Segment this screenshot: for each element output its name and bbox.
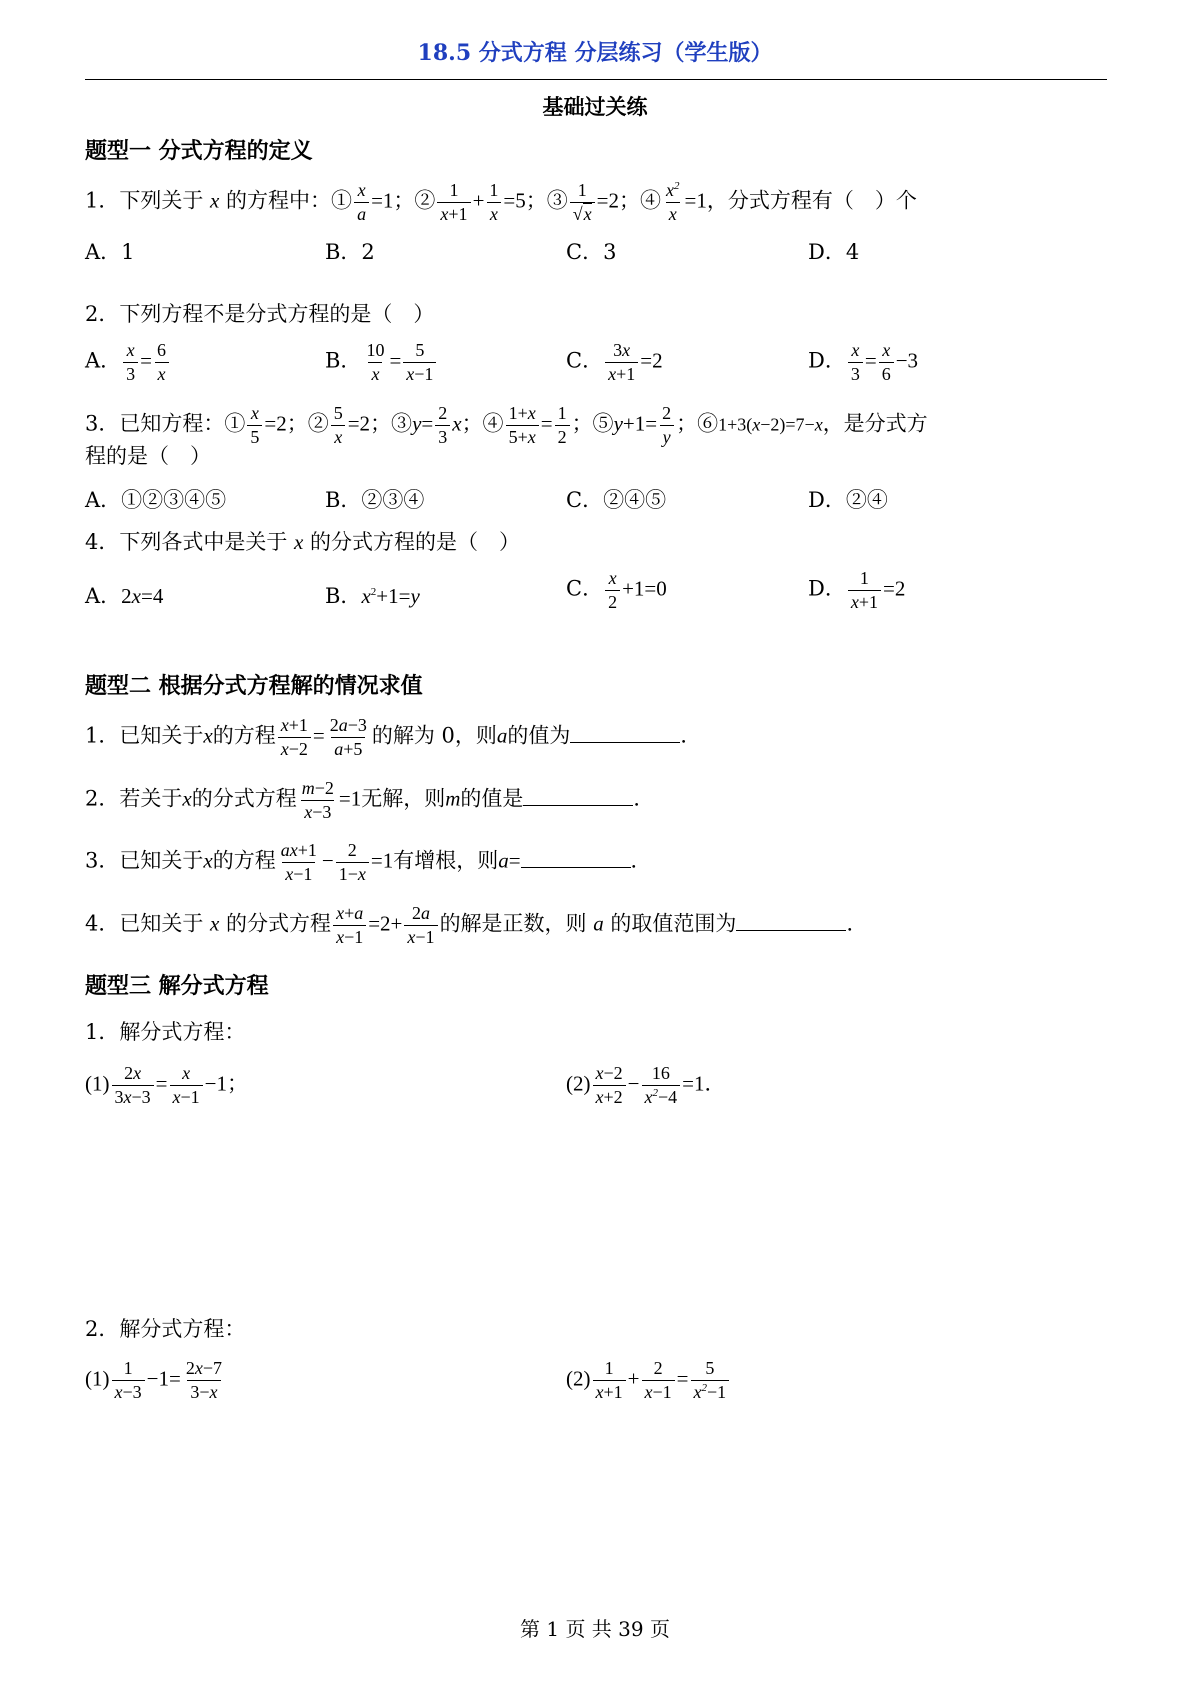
section-title: 基础过关练 xyxy=(542,94,648,119)
type2-q4: 4．已知关于 x 的分式方程 $\frac{x+a}{x-1}$ =2+ $\frac{2a}{x-1}$ 的解是正数，则 a 的取值范围为 ． xyxy=(85,903,868,947)
type-3-title: 题型三 解分式方程 xyxy=(85,973,269,999)
document-title: 18.5 分式方程 分层练习（学生版） xyxy=(417,40,773,66)
type1-q3-option-c: C．②④⑤ xyxy=(566,488,667,512)
type1-q4-option-d: D． $\frac{1}{x+1}$ =2 xyxy=(808,568,906,612)
type2-q3: 3．已知关于x的方程 $\frac{ax+1}{x-1}$ − $\frac{2}{1-x}$ =1有增根，则a= ． xyxy=(85,840,652,884)
type3-q1-part1: (1) $\frac{2x}{3x-3}$ = $\frac{x}{x-1}$ −1； xyxy=(85,1063,248,1107)
type1-q4-option-c: C． $\frac{x}{2}$ +1=0 xyxy=(566,568,667,612)
type2-q2: 2．若关于x的分式方程 $\frac{m-2}{x-3}$ =1无解，则m的值是 ． xyxy=(85,778,655,822)
type3-q2-stem: 2．解分式方程： xyxy=(85,1317,246,1341)
type2-q1: 1．已知关于x的方程 $\frac{x+1}{x-2}$ = $\frac{2a-3}{a+5}$ 的解为 0，则a的值为 ． xyxy=(85,715,702,759)
type3-q1-stem: 1．解分式方程： xyxy=(85,1020,246,1044)
type1-q2-option-d: D． $\frac{x}{3}$ = $\frac{x}{6}$ −3 xyxy=(808,340,919,384)
type1-q3-stem-cont: 程的是（ ） xyxy=(85,444,211,468)
type1-q1-option-a: A．1 xyxy=(85,240,135,264)
type1-q1-option-c: C．3 xyxy=(566,240,617,264)
type3-q1-part2: (2) $\frac{x-2}{x+2}$ − $\frac{16}{x^2-4}$ =1． xyxy=(566,1063,726,1107)
type3-q2-part2: (2) $\frac{1}{x+1}$ + $\frac{2}{x-1}$ = $\frac{5}{x^2-1}$ xyxy=(566,1358,731,1402)
page-footer: 第 1 页 共 39 页 xyxy=(520,1617,670,1641)
type1-q2-option-a: A． $\frac{x}{3}$ = $\frac{6}{x}$ xyxy=(85,340,171,384)
header-rule xyxy=(85,79,1107,80)
type1-q2-option-c: C． $\frac{3x}{x+1}$ =2 xyxy=(566,340,663,384)
type1-q4-option-b: B．$x^2+1=y$ xyxy=(325,584,420,608)
type1-q4-option-a: A．2x=4 xyxy=(85,584,164,608)
type1-q4-stem: 4．下列各式中是关于 x 的分式方程的是（ ） xyxy=(85,530,521,554)
type1-q1-option-b: B．2 xyxy=(325,240,375,264)
type-1-title: 题型一 分式方程的定义 xyxy=(85,138,313,164)
type1-q3-option-d: D．②④ xyxy=(808,488,888,512)
type1-q1-option-d: D．4 xyxy=(808,240,860,264)
type1-q3-option-a: A．①②③④⑤ xyxy=(85,488,227,512)
type1-q1-stem: 1．下列关于 x 的方程中：① $\frac{x}{a}$ =1；② $\frac{1}{x+1}$ + $\frac{1}{x}$ =5；③ $\frac{1}{√x}$ =2；④ $\frac{x^2}{x}$ =1，分式方程有（ ）个 xyxy=(85,180,917,224)
type1-q3-option-b: B．②③④ xyxy=(325,488,425,512)
type3-q2-part1: (1) $\frac{1}{x-3}$ −1= $\frac{2x-7}{3-x}$ xyxy=(85,1358,222,1402)
type1-q2-stem: 2．下列方程不是分式方程的是（ ） xyxy=(85,302,435,326)
type1-q2-option-b: B． $\frac{10}{x}$ = $\frac{5}{x-1}$ xyxy=(325,340,438,384)
type1-q3-stem: 3．已知方程：① $\frac{x}{5}$ =2；② $\frac{5}{x}$ =2；③y= $\frac{2}{3}$ x；④ $\frac{1+x}{5+x}$ = $\frac{1}{2}$ ；⑤y+1= $\frac{2}{y}$ ；⑥1+3(x−2)=7−x，是分式方 xyxy=(85,403,928,447)
type-2-title: 题型二 根据分式方程解的情况求值 xyxy=(85,673,423,699)
